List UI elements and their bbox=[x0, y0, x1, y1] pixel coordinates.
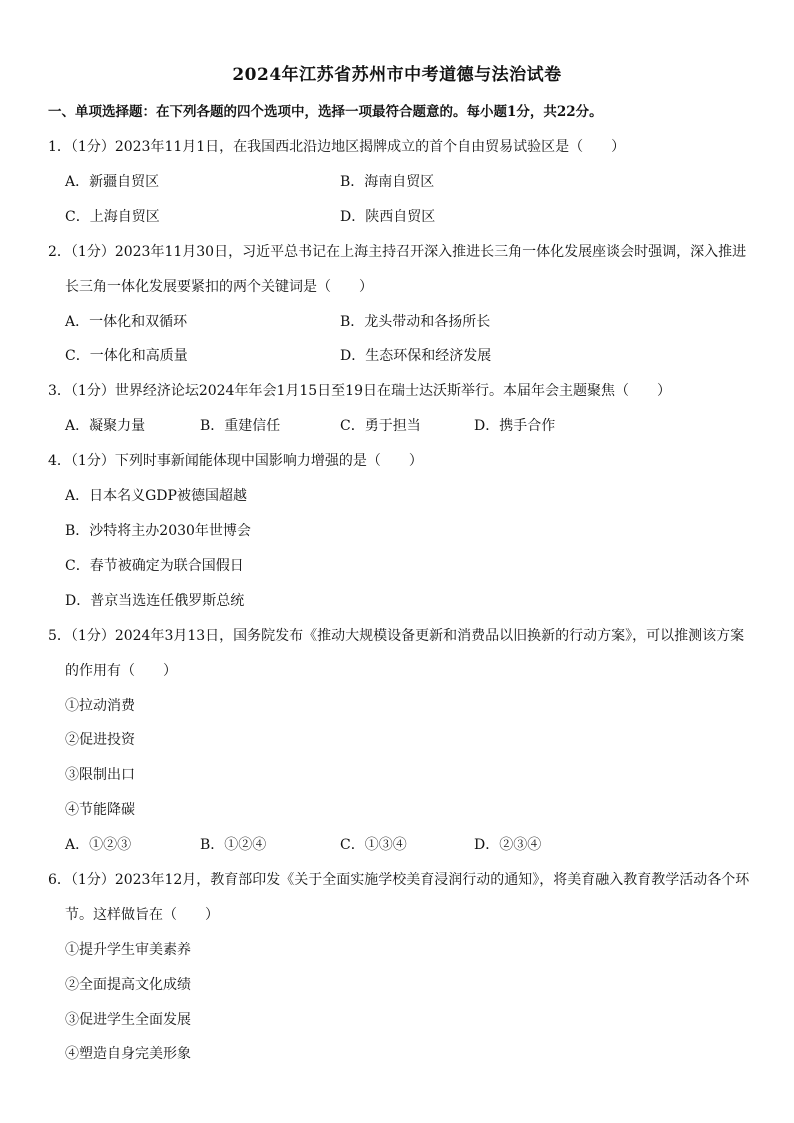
question-5-option-b: B．①②④ bbox=[200, 837, 267, 853]
page-title: 2024年江苏省苏州市中考道德与法治试卷 bbox=[232, 65, 562, 85]
question-4-option-b: B．沙特将主办2030年世博会 bbox=[65, 523, 251, 539]
question-5-stem-line-1: 5．（1分）2024年3月13日，国务院发布《推动大规模设备更新和消费品以旧换新的行动方案》，可以推测该方案 bbox=[48, 628, 745, 644]
question-6-item-2: ②全面提高文化成绩 bbox=[65, 977, 191, 993]
question-2-option-d: D．生态环保和经济发展 bbox=[340, 348, 492, 364]
question-6-stem-line-1: 6．（1分）2023年12月，教育部印发《关于全面实施学校美育浸润行动的通知》，将美育融入教育教学活动各个环 bbox=[48, 872, 750, 888]
question-6-item-1: ①提升学生审美素养 bbox=[65, 942, 191, 958]
question-2-option-c: C．一体化和高质量 bbox=[65, 348, 188, 364]
question-2-stem-line-1: 2．（1分）2023年11月30日，习近平总书记在上海主持召开深入推进长三角一体化发展座谈会时强调，深入推进 bbox=[48, 244, 747, 260]
question-3-option-b: B．重建信任 bbox=[200, 418, 281, 434]
question-5-option-d: D．②③④ bbox=[474, 837, 542, 853]
question-4-option-d: D．普京当选连任俄罗斯总统 bbox=[65, 593, 245, 609]
question-6-item-4: ④塑造自身完美形象 bbox=[65, 1046, 191, 1062]
question-3-option-d: D．携手合作 bbox=[474, 418, 556, 434]
question-4-option-a: A．日本名义GDP被德国超越 bbox=[65, 488, 247, 504]
question-1-option-c: C．上海自贸区 bbox=[65, 209, 160, 225]
question-4-stem: 4．（1分）下列时事新闻能体现中国影响力增强的是（ ） bbox=[48, 453, 423, 469]
question-5-stem-line-2: 的作用有（ ） bbox=[65, 663, 177, 679]
question-2-stem-line-2: 长三角一体化发展要紧扣的两个关键词是（ ） bbox=[65, 279, 373, 295]
question-5-item-4: ④节能降碳 bbox=[65, 802, 135, 818]
question-5-item-3: ③限制出口 bbox=[65, 767, 135, 783]
question-3-option-c: C．勇于担当 bbox=[340, 418, 421, 434]
question-4-option-c: C．春节被确定为联合国假日 bbox=[65, 558, 244, 574]
question-6-item-3: ③促进学生全面发展 bbox=[65, 1012, 191, 1028]
question-1-option-a: A．新疆自贸区 bbox=[65, 174, 160, 190]
question-5-item-2: ②促进投资 bbox=[65, 732, 135, 748]
question-1-option-d: D．陕西自贸区 bbox=[340, 209, 436, 225]
section-heading: 一、单项选择题：在下列各题的四个选项中，选择一项最符合题意的。每小题1分，共22分。 bbox=[48, 104, 603, 120]
question-5-option-c: C．①③④ bbox=[340, 837, 407, 853]
question-5-item-1: ①拉动消费 bbox=[65, 698, 135, 714]
question-3-stem: 3．（1分）世界经济论坛2024年年会1月15日至19日在瑞士达沃斯举行。本届年会主题聚焦（ ） bbox=[48, 383, 671, 399]
question-2-option-b: B．龙头带动和各扬所长 bbox=[340, 314, 491, 330]
question-5-option-a: A．①②③ bbox=[65, 837, 132, 853]
question-3-option-a: A．凝聚力量 bbox=[65, 418, 146, 434]
question-1-stem: 1．（1分）2023年11月1日，在我国西北沿边地区揭牌成立的首个自由贸易试验区是（ ） bbox=[48, 139, 626, 155]
question-6-stem-line-2: 节。这样做旨在（ ） bbox=[65, 907, 219, 923]
question-1-option-b: B．海南自贸区 bbox=[340, 174, 435, 190]
question-2-option-a: A．一体化和双循环 bbox=[65, 314, 188, 330]
